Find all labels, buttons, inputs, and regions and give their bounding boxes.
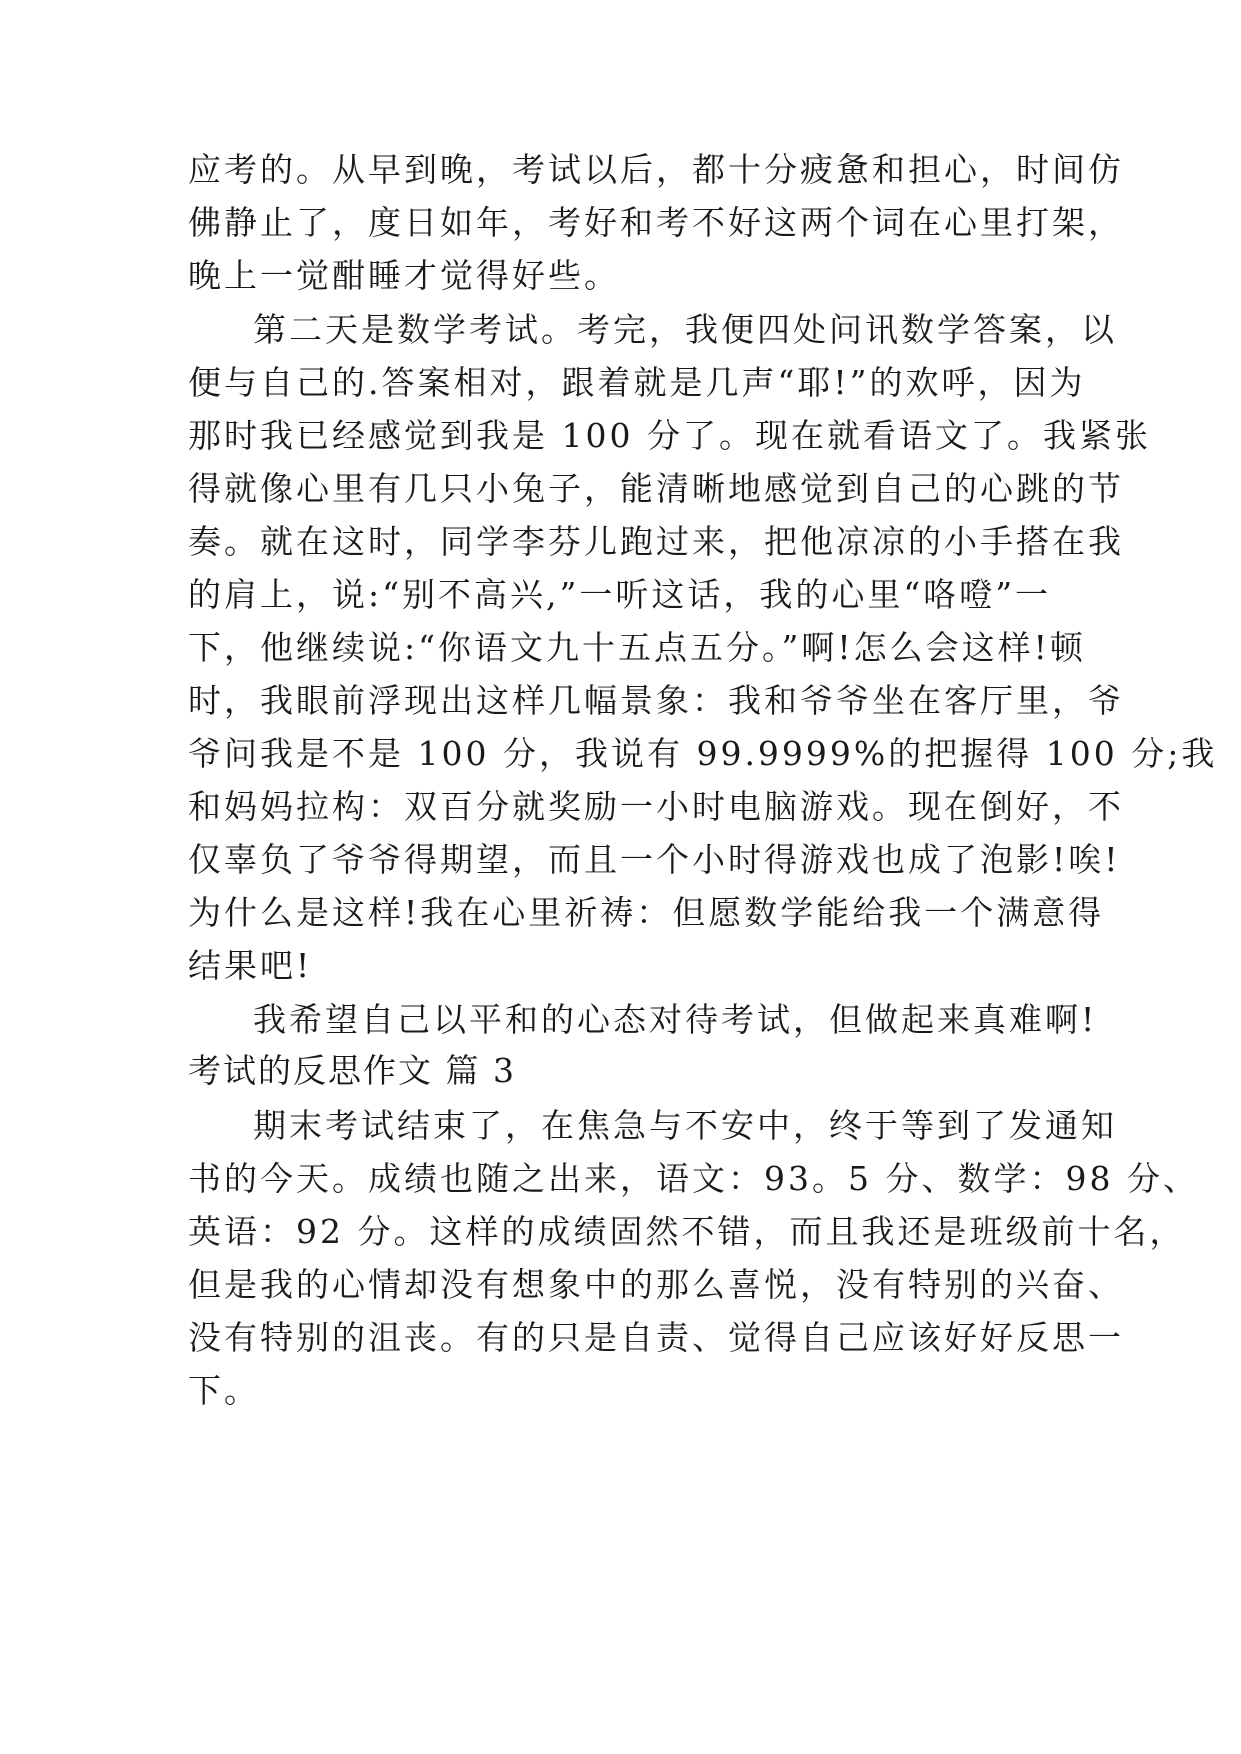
text-line: 下，他继续说:“你语文九十五点五分。”啊!怎么会这样!顿 [188, 628, 1086, 667]
text-line: 佛静止了，度日如年，考好和考不好这两个词在心里打架， [188, 203, 1124, 242]
text-line: 英语：92 分。这样的成绩固然不错，而且我还是班级前十名， [188, 1212, 1186, 1251]
text-line: 得就像心里有几只小兔子，能清晰地感觉到自己的心跳的节 [188, 469, 1124, 508]
text-line: 但是我的心情却没有想象中的那么喜悦，没有特别的兴奋、 [188, 1265, 1124, 1304]
text-line: 便与自己的.答案相对，跟着就是几声“耶!”的欢呼，因为 [188, 363, 1086, 402]
text-line: 结果吧! [188, 946, 313, 985]
paragraph-first-line: 第二天是数学考试。考完，我便四处问讯数学答案，以 [253, 310, 1117, 349]
text-line: 书的今天。成绩也随之出来，语文：93。5 分、数学：98 分、 [188, 1159, 1199, 1198]
text-line: 那时我已经感觉到我是 100 分了。现在就看语文了。我紧张 [188, 416, 1151, 455]
text-line: 奏。就在这时，同学李芬儿跑过来，把他凉凉的小手搭在我 [188, 522, 1124, 561]
text-line: 为什么是这样!我在心里祈祷：但愿数学能给我一个满意得 [188, 893, 1105, 932]
text-line: 爷问我是不是 100 分，我说有 99.9999%的把握得 100 分;我 [188, 734, 1218, 773]
text-line: 下。 [188, 1371, 260, 1410]
text-line: 时，我眼前浮现出这样几幅景象：我和爷爷坐在客厅里，爷 [188, 681, 1124, 720]
text-line: 仅辜负了爷爷得期望，而且一个小时得游戏也成了泡影!唉! [188, 840, 1121, 879]
text-line: 没有特别的沮丧。有的只是自责、觉得自己应该好好反思一 [188, 1318, 1124, 1357]
section-heading: 考试的反思作文 篇 3 [188, 1051, 516, 1090]
paragraph-first-line: 期末考试结束了，在焦急与不安中，终于等到了发通知 [253, 1106, 1117, 1145]
text-line: 应考的。从早到晚，考试以后，都十分疲惫和担心，时间仿 [188, 150, 1124, 189]
text-line: 和妈妈拉构：双百分就奖励一小时电脑游戏。现在倒好，不 [188, 787, 1124, 826]
paragraph-first-line: 我希望自己以平和的心态对待考试，但做起来真难啊! [253, 1000, 1098, 1039]
text-line: 晚上一觉酣睡才觉得好些。 [188, 256, 620, 295]
text-line: 的肩上，说:“别不高兴,”一听这话，我的心里“咯噔”一 [188, 575, 1052, 614]
